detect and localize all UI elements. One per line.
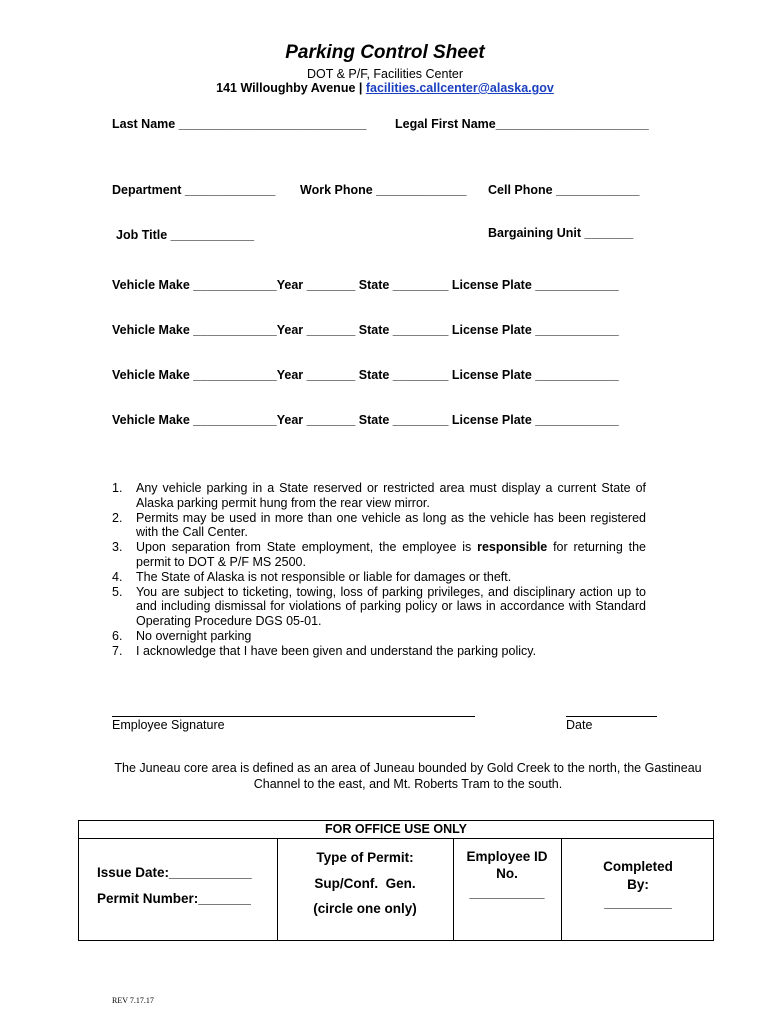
list-item-text: Upon separation from State employment, the employee is responsible for returning the permit to DOT & P/F MS 2500. (136, 540, 646, 569)
email-link[interactable]: facilities.callcenter@alaska.gov (365, 81, 554, 95)
list-item-text: Any vehicle parking in a State reserved or restricted area must display a current State of Alaska parking permit hung from the rear view mirror. (136, 481, 646, 510)
list-item-text: No overnight parking (136, 628, 252, 643)
vehicle-row-3[interactable]: Vehicle Make ____________Year _______ State ________ License Plate ____________ (112, 368, 619, 382)
address-line (0, 81, 770, 95)
employee-id-label: Employee ID (466, 849, 548, 864)
date-line[interactable] (566, 716, 657, 717)
office-use-table (78, 820, 714, 941)
policy-list (112, 481, 646, 659)
department-field[interactable]: Department _____________ (112, 183, 276, 197)
work-phone-field[interactable]: Work Phone _____________ (300, 183, 467, 197)
list-item: 3. Upon separation from State employment, the employee is responsible for returning the permit to DOT & P/F MS 2500. (112, 540, 646, 569)
responsible-emphasis: responsible (477, 540, 548, 555)
issue-date-field[interactable]: Issue Date:___________ (97, 865, 252, 880)
cell-phone-field[interactable]: Cell Phone ____________ (488, 183, 640, 197)
list-item-text: I acknowledge that I have been given and understand the parking policy. (136, 643, 537, 658)
legal-first-name-field[interactable]: Legal First Name______________________ (395, 117, 649, 131)
list-item-text: You are subject to ticketing, towing, loss of parking privileges, and disciplinary action up to and including dismissal for violations of parking policy or laws in accordance with Standard Operating Procedure DGS 05-01. (136, 584, 646, 629)
list-item-text: The State of Alaska is not responsible or liable for damages or theft. (136, 569, 512, 584)
employee-signature-label: Employee Signature (112, 718, 225, 732)
vehicle-row-1[interactable]: Vehicle Make ____________Year _______ State ________ License Plate ____________ (112, 278, 619, 292)
page-title: Parking Control Sheet (285, 42, 485, 63)
job-title-field[interactable]: Job Title ____________ (116, 228, 255, 242)
completed-by-label: Completed (603, 859, 673, 874)
completed-by-label-by: By: (627, 877, 649, 892)
permit-type-note: (circle one only) (313, 901, 417, 916)
list-item: 7. I acknowledge that I have been given and understand the parking policy. (112, 644, 646, 659)
juneau-core-note: The Juneau core area is defined as an area of Juneau bounded by Gold Creek to the north, the Gastineau Channel to the east, and Mt. Roberts Tram to the south. (114, 761, 702, 791)
vehicle-row-4[interactable]: Vehicle Make ____________Year _______ State ________ License Plate ____________ (112, 413, 619, 427)
employee-id-blank[interactable]: __________ (469, 885, 545, 900)
date-label: Date (566, 718, 593, 732)
employee-signature-line[interactable] (112, 716, 475, 717)
permit-type-options[interactable]: Sup/Conf. Gen. (314, 876, 416, 891)
list-item: 4. The State of Alaska is not responsible or liable for damages or theft. (112, 570, 646, 585)
list-item-text: Permits may be used in more than one vehicle as long as the vehicle has been registered with the Call Center. (136, 510, 646, 540)
permit-number-field[interactable]: Permit Number:_______ (97, 891, 251, 906)
bargaining-unit-field[interactable]: Bargaining Unit _______ (488, 226, 634, 240)
permit-type-title: Type of Permit: (316, 850, 414, 865)
completed-by-blank[interactable]: _________ (604, 895, 672, 910)
list-item: 1. Any vehicle parking in a State reserved or restricted area must display a current State of Alaska parking permit hung from the rear view mirror. (112, 481, 646, 510)
revision-label: REV 7.17.17 (112, 996, 154, 1005)
vehicle-row-2[interactable]: Vehicle Make ____________Year _______ State ________ License Plate ____________ (112, 323, 619, 337)
list-item: 6. No overnight parking (112, 629, 646, 644)
list-item: 2. Permits may be used in more than one vehicle as long as the vehicle has been registered with the Call Center. (112, 510, 646, 540)
list-item: 5. You are subject to ticketing, towing, loss of parking privileges, and disciplinary action up to and including dismissal for violations of parking policy or laws in accordance with Standard Operating Procedure DGS 05-01. (112, 584, 646, 629)
org-name: DOT & P/F, Facilities Center (306, 67, 464, 81)
last-name-field[interactable]: Last Name ___________________________ (112, 117, 367, 131)
address-text: 141 Willoughby Avenue | (216, 81, 366, 95)
employee-id-label-no: No. (496, 866, 518, 881)
office-use-header: FOR OFFICE USE ONLY (79, 821, 713, 839)
